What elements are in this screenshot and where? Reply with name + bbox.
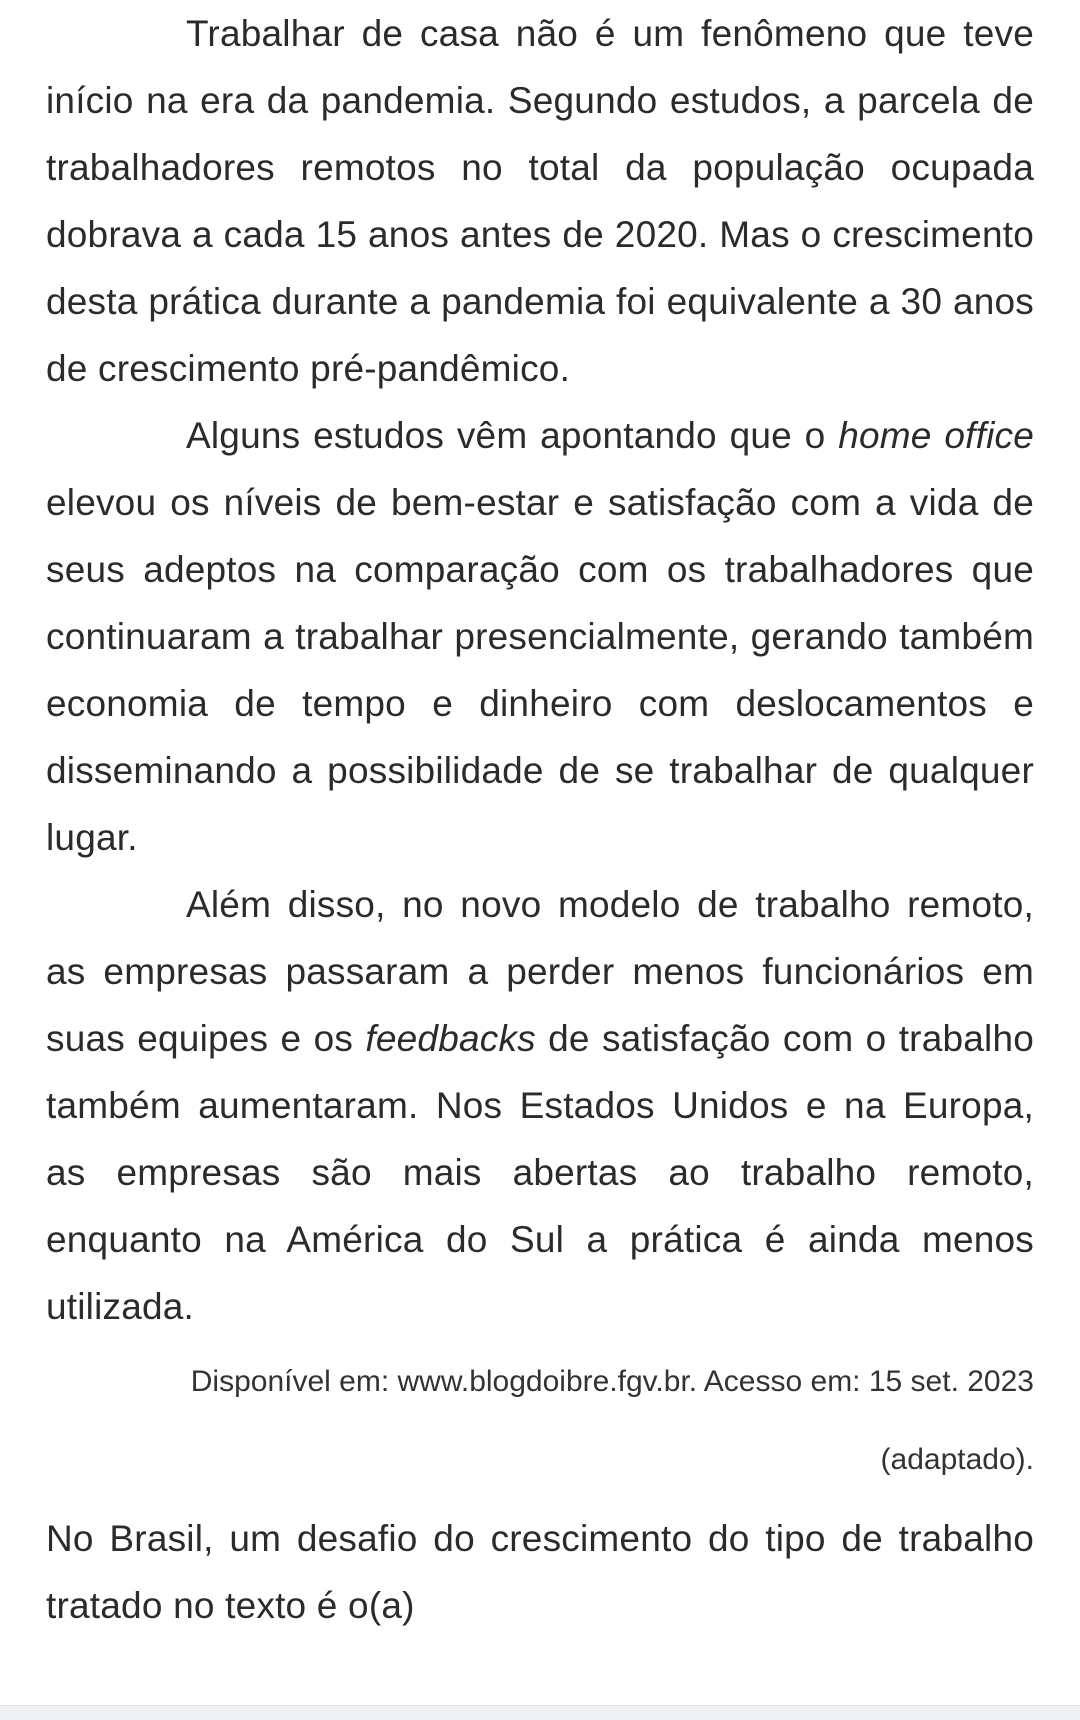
paragraph-1: [46, 0, 1034, 402]
paragraph-3-italic-term: feedbacks: [365, 1018, 536, 1059]
paragraph-3-text-start: Além disso, no novo modelo de trabalho remoto, as empresas passaram a perder menos funcionários em suas equipes e os: [46, 884, 1034, 1059]
paragraph-1-text: Trabalhar de casa não é um fenômeno que teve início na era da pandemia. Segundo estudos, a parcela de trabalhadores remotos no total da população ocupada dobrava a cada 15 anos antes de 2020. Mas o crescimento desta prática durante a pandemia foi equivalente a 30 anos de crescimento pré-pandêmico.: [46, 13, 1034, 389]
source-line-2: (adaptado).: [880, 1443, 1034, 1476]
paragraph-2-italic-term: home office: [838, 415, 1034, 456]
paragraph-3-text-end: de satisfação com o trabalho também aumentaram. Nos Estados Unidos e na Europa, as empresas são mais abertas ao trabalho remoto, enquanto na América do Sul a prática é ainda menos utilizada.: [46, 1018, 1035, 1327]
paragraph-2: [46, 402, 1034, 871]
document-page: [46, 0, 1034, 1639]
source-line-1: Disponível em: www.blogdoibre.fgv.br. Acesso em: 15 set. 2023: [190, 1365, 1034, 1398]
bottom-edge-bar: [0, 1705, 1080, 1720]
paragraph-3: [46, 871, 1034, 1340]
question-prompt: No Brasil, um desafio do crescimento do tipo de trabalho tratado no texto é o(a): [46, 1518, 1034, 1626]
source-citation: [46, 1343, 1034, 1499]
paragraph-2-text-end: elevou os níveis de bem-estar e satisfação com a vida de seus adeptos na comparação com os trabalhadores que continuaram a trabalhar presencialmente, gerando também economia de tempo e dinheiro com deslocamentos e disseminando a possibilidade de se trabalhar de qualquer lugar.: [46, 482, 1034, 858]
paragraph-2-text-start: Alguns estudos vêm apontando que o: [186, 415, 839, 456]
